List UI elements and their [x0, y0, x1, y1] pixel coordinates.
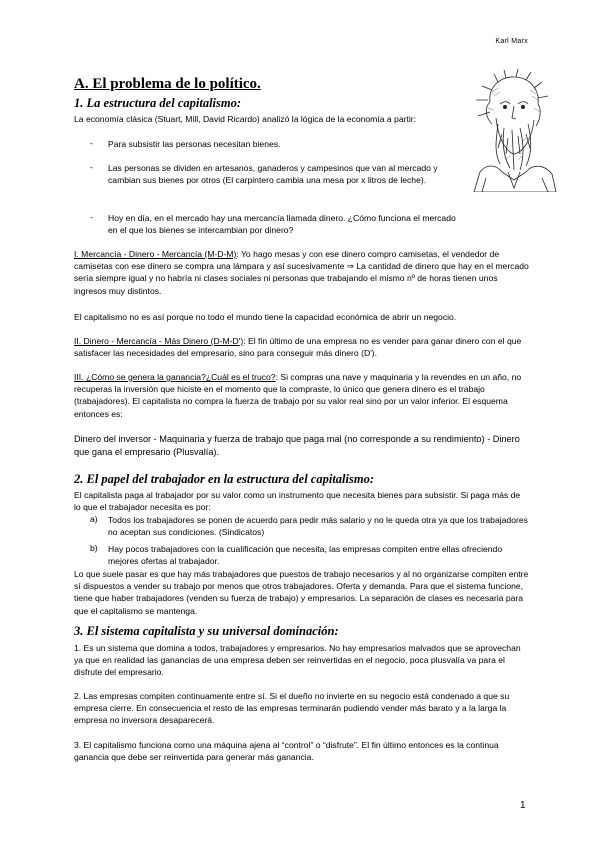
bullet-item: Para subsistir las personas necesitan bienes.: [108, 139, 281, 149]
paragraph-mdm: [74, 248, 529, 297]
paragraph-text: : Si compras una nave y maquinaria y la revendes en un año, no recuperas la inversión que hiciste en el momento que la compraste, lo único que genera dinero es el trabajo (trabajadores). El capitalista no compra la fuerza de trabajo por su valor real sino por un valor inferior. El esquema entonces es:: [74, 372, 522, 419]
paragraph-label: III. ¿Cómo se genera la ganancia?¿Cuál es el truco?: [74, 372, 276, 382]
bullet-item: Las personas se dividen en artesanos, ganaderos y campesinos que van al mercado y cambian sus bienes por otros (El carpintero cambia una mesa por x litros de leche).: [108, 163, 438, 186]
bullet-dash: -: [90, 212, 93, 222]
paragraph-text: : Yo hago mesas y con ese dinero compro camisetas, el vendedor de camisetas con ese dinero se compra una lámpara y así sucesivamente ⇒ La cantidad de dinero que hay en el mercado sería siempre igual y no habría ni clases sociales ni personas que trabajando el mismo nº de horas tienen unos ingresos muy distintos.: [74, 249, 529, 296]
bullet-dash: -: [90, 138, 93, 148]
list-item: Hay pocos trabajadores con la cualificación que necesita, las empresas compiten entre ellas ofreciendo mejores ofertas al trabajador.: [108, 544, 503, 567]
section-3-heading: 3. El sistema capitalista y su universal dominación:: [74, 624, 339, 638]
list-marker: b): [90, 543, 98, 553]
section-3-paragraph: 1. Es un sistema que domina a todos, trabajadores y empresarios. No hay empresarios malvados que se aprovechan ya que en realidad las ganancias de una empresa deben ser reinvertidas en el negocio, poca plusvalía va para el disfrute del empresario.: [74, 643, 521, 678]
section-2-heading: 2. El papel del trabajador en la estructura del capitalismo:: [74, 472, 374, 486]
section-1-heading: 1. La estructura del capitalismo:: [74, 96, 242, 110]
page-title: A. El problema de lo político.: [74, 76, 261, 92]
page-number: 1: [520, 800, 526, 811]
section-2-outro: Lo que suele pasar es que hay más trabajadores que puestos de trabajo necesarios y al no organizarse compiten entre sí dispuestos a vender su trabajo por menos que otros trabajadores. Oferta y demanda. Para que el sistema funcione, tiene que haber trabajadores (venden su fuerza de trabajo) y empresarios. La separación de clases es necesaria para que el capitalismo se mantenga.: [74, 569, 529, 616]
paragraph-label: II. Dinero - Mercancía - Más Dinero (D-M-D'): [74, 336, 244, 346]
section-2-intro: El capitalista paga al trabajador por su valor como un instrumento que necesita bienes para subsistir. Si paga más de lo que el trabajador necesita es por:: [74, 490, 521, 513]
list-item: Todos los trabajadores se ponen de acuerdo para pedir más salario y no le queda otra ya que los trabajadores no aceptan sus condiciones. (Sindicatos): [108, 515, 528, 538]
paragraph-dmd: [74, 335, 529, 359]
paragraph-label: I. Mercancía - Dinero - Mercancía (M-D-M): [74, 249, 237, 259]
section-3-paragraph: 2. Las empresas compiten continuamente entre sí. Si el dueño no invierte en su negocio está condenado a que su empresa cierre. En consecuencia el resto de las empresas terminarán pudiendo vender más barato y a la larga la empresa no inversora desaparecerá.: [74, 691, 510, 726]
bullet-dash: -: [90, 162, 93, 172]
section-3-paragraph: 3. El capitalismo funciona como una máquina ajena al “control” o “disfrute”. El fin último entonces es la continua ganancia que debe ser reinvertida para generar más ganancia.: [74, 740, 499, 763]
bullet-item: Hoy en día, en el mercado hay una mercancía llamada dinero. ¿Cómo funciona el mercado en el que los bienes se intercambian por dinero?: [108, 213, 456, 236]
portrait-illustration: [468, 68, 558, 192]
section-1-intro: La economía clásica (Stuart, Mill, David Ricardo) analizó la lógica de la economía a partir:: [74, 114, 417, 124]
list-marker: a): [90, 514, 98, 524]
paragraph-esquema: Dinero del inversor - Maquinaria y fuerza de trabajo que paga mal (no corresponde a su rendimiento) - Dinero que gana el empresario (Plusvalía).: [74, 434, 520, 457]
paragraph-capitalism: El capitalismo no es así porque no todo el mundo tiene la capacidad económica de abrir un negocio.: [74, 312, 457, 322]
paragraph-text: : El fin último de una empresa no es vender para ganar dinero con el que satisfacer las necesidades del empresario, sino para conseguir más dinero (D').: [74, 336, 522, 359]
paragraph-ganancia: [74, 371, 529, 420]
header-author: Karl Marx: [495, 38, 528, 45]
